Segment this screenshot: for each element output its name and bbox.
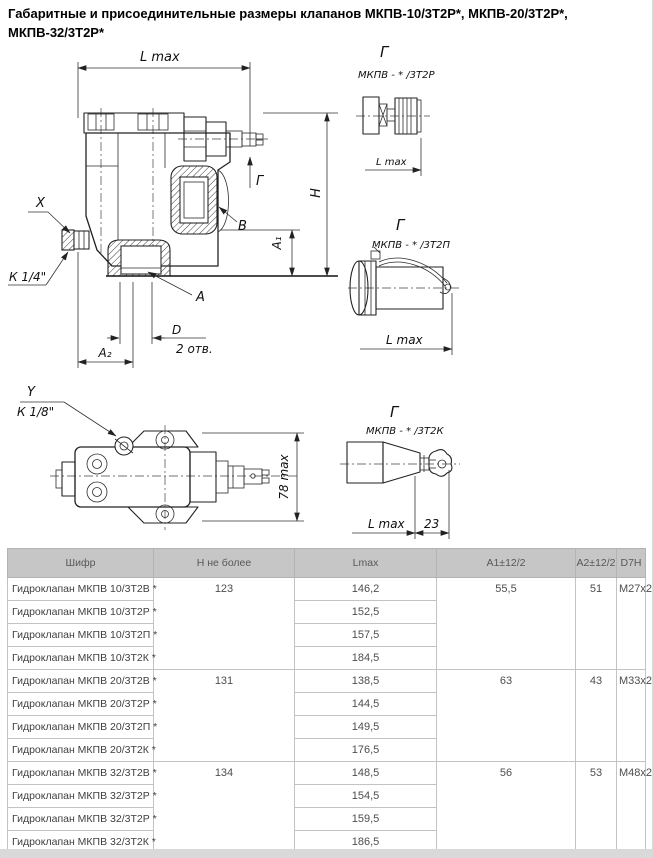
h-cell: 134 xyxy=(154,762,295,854)
cipher-cell: Гидроклапан МКПВ 10/3Т2Р * xyxy=(8,601,154,624)
a1-cell: 55,5 xyxy=(437,578,576,670)
a1-cell: 56 xyxy=(437,762,576,854)
table-header-row xyxy=(8,549,646,578)
dim-a1-label: A₁ xyxy=(270,236,284,250)
lmax-cell: 148,5 xyxy=(295,762,437,785)
detail3-section-label: Г xyxy=(390,403,399,421)
cipher-cell: Гидроклапан МКПВ 32/3Т2Р * xyxy=(8,785,154,808)
port-y-label: Y xyxy=(27,385,35,400)
d7h-cell: М48х2 xyxy=(617,762,646,854)
detail1-model-label: МКПВ - * /3Т2Р xyxy=(358,70,435,81)
a2-cell: 43 xyxy=(576,670,617,762)
dim-a2-label: A₂ xyxy=(98,346,112,360)
dim-lmax-label: L max xyxy=(140,50,180,65)
cipher-cell: Гидроклапан МКПВ 20/3Т2Р * xyxy=(8,693,154,716)
cipher-cell: Гидроклапан МКПВ 20/3Т2В * xyxy=(8,670,154,693)
thread-y-label: К 1/8" xyxy=(17,405,55,419)
dim-d-label: D xyxy=(172,323,182,337)
port-b-label: B xyxy=(238,219,247,234)
h-cell: 123 xyxy=(154,578,295,670)
port-x-label: X xyxy=(36,196,45,211)
cipher-cell: Гидроклапан МКПВ 32/3Т2К * xyxy=(8,831,154,854)
a2-cell: 51 xyxy=(576,578,617,670)
header-h: Н не более xyxy=(154,549,295,578)
main-front-view-drawing xyxy=(8,50,338,368)
top-view-drawing xyxy=(17,385,304,530)
cipher-cell: Гидроклапан МКПВ 10/3Т2К * xyxy=(8,647,154,670)
cipher-cell: Гидроклапан МКПВ 20/3Т2К * xyxy=(8,739,154,762)
detail2-lmax-label: L max xyxy=(386,333,423,347)
dim-h-label: H xyxy=(309,188,324,198)
dimensions-table xyxy=(7,548,653,854)
lmax-cell: 157,5 xyxy=(295,624,437,647)
cipher-cell: Гидроклапан МКПВ 10/3Т2В * xyxy=(8,578,154,601)
detail-3t2p-drawing xyxy=(348,216,462,355)
header-d7h: D7H xyxy=(617,549,646,578)
port-a-label: A xyxy=(196,290,205,305)
header-a1: А1±12/2 xyxy=(437,549,576,578)
lmax-cell: 149,5 xyxy=(295,716,437,739)
dim-78max-label: 78 max xyxy=(277,454,291,500)
detail3-lmax-label: L max xyxy=(368,517,405,531)
table-row xyxy=(8,670,646,693)
lmax-cell: 146,2 xyxy=(295,578,437,601)
detail1-lmax-label: L max xyxy=(376,157,407,168)
header-cipher: Шифр xyxy=(8,549,154,578)
cipher-cell: Гидроклапан МКПВ 32/3Т2Р * xyxy=(8,808,154,831)
h-cell: 131 xyxy=(154,670,295,762)
detail2-model-label: МКПВ - * /3Т2П xyxy=(372,240,450,251)
cipher-cell: Гидроклапан МКПВ 32/3Т2В * xyxy=(8,762,154,785)
table-row xyxy=(8,762,646,785)
detail-3t2r-drawing xyxy=(356,43,435,176)
page-bottom-strip xyxy=(0,849,653,858)
d7h-cell: М33х2 xyxy=(617,670,646,762)
detail3-dim23-label: 23 xyxy=(424,517,440,531)
lmax-cell: 184,5 xyxy=(295,647,437,670)
header-lmax: Lmax xyxy=(295,549,437,578)
thread-x-label: К 1/4" xyxy=(9,270,47,284)
holes-note: 2 отв. xyxy=(176,342,213,356)
lmax-cell: 159,5 xyxy=(295,808,437,831)
d7h-cell: М27х2 xyxy=(617,578,646,670)
a2-cell: 53 xyxy=(576,762,617,854)
a1-cell: 63 xyxy=(437,670,576,762)
detail-3t2k-drawing xyxy=(340,403,460,539)
section-g-label: Г xyxy=(256,174,264,189)
lmax-cell: 138,5 xyxy=(295,670,437,693)
lmax-cell: 186,5 xyxy=(295,831,437,854)
cipher-cell: Гидроклапан МКПВ 10/3Т2П * xyxy=(8,624,154,647)
detail1-section-label: Г xyxy=(380,43,389,61)
detail2-section-label: Г xyxy=(396,216,405,234)
header-a2: А2±12/2 xyxy=(576,549,617,578)
page-title: Габаритные и присоединительные размеры клапанов МКПВ-10/3Т2Р*, МКПВ-20/3Т2Р*, МКПВ-32/3Т2Р* xyxy=(8,6,568,40)
table-row xyxy=(8,578,646,601)
lmax-cell: 176,5 xyxy=(295,739,437,762)
lmax-cell: 154,5 xyxy=(295,785,437,808)
detail3-model-label: МКПВ - * /3Т2К xyxy=(366,426,444,437)
lmax-cell: 144,5 xyxy=(295,693,437,716)
cipher-cell: Гидроклапан МКПВ 20/3Т2П * xyxy=(8,716,154,739)
lmax-cell: 152,5 xyxy=(295,601,437,624)
